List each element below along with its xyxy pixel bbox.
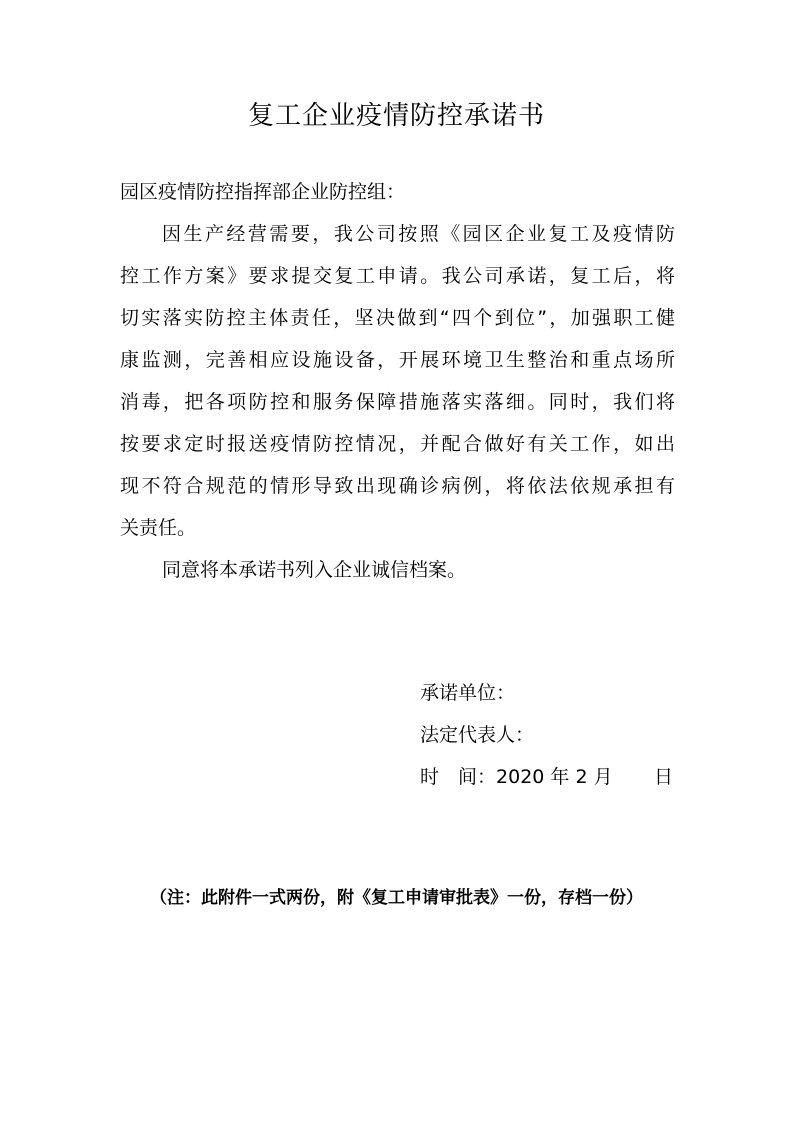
footnote: （注：此附件一式两份，附《复工申请审批表》一份，存档一份） [150, 888, 643, 908]
document-title: 复工企业疫情防控承诺书 [247, 101, 545, 131]
body-line: 按要求定时报送疫情防控情况，并配合做好有关工作，如出 [120, 433, 675, 455]
body-line: 现不符合规范的情形导致出现确诊病例，将依法依规承担有 [120, 475, 675, 497]
day-label: 日 [653, 766, 673, 788]
body-line: 消毒，把各项防控和服务保障措施落实落细。同时，我们将 [120, 391, 675, 413]
body-line: 切实落实防控主体责任，坚决做到“四个到位”，加强职工健 [120, 307, 675, 329]
signature-representative-label: 法定代表人： [420, 724, 535, 746]
body-line: 因生产经营需要，我公司按照《园区企业复工及疫情防 [162, 223, 675, 245]
date-label-text: 时 间： [420, 766, 497, 788]
salutation: 园区疫情防控指挥部企业防控组： [120, 181, 406, 203]
closing-paragraph: 同意将本承诺书列入企业诚信档案。 [162, 559, 467, 581]
body-line: 控工作方案》要求提交复工申请。我公司承诺，复工后，将 [120, 265, 675, 287]
signature-date-row [420, 763, 673, 791]
signature-unit-label: 承诺单位： [420, 682, 516, 704]
body-line: 关责任。 [120, 517, 197, 539]
date-value: 2020 年 2 月 [496, 766, 613, 788]
date-label [420, 763, 613, 791]
body-line: 康监测，完善相应设施设备，开展环境卫生整治和重点场所 [120, 349, 675, 371]
